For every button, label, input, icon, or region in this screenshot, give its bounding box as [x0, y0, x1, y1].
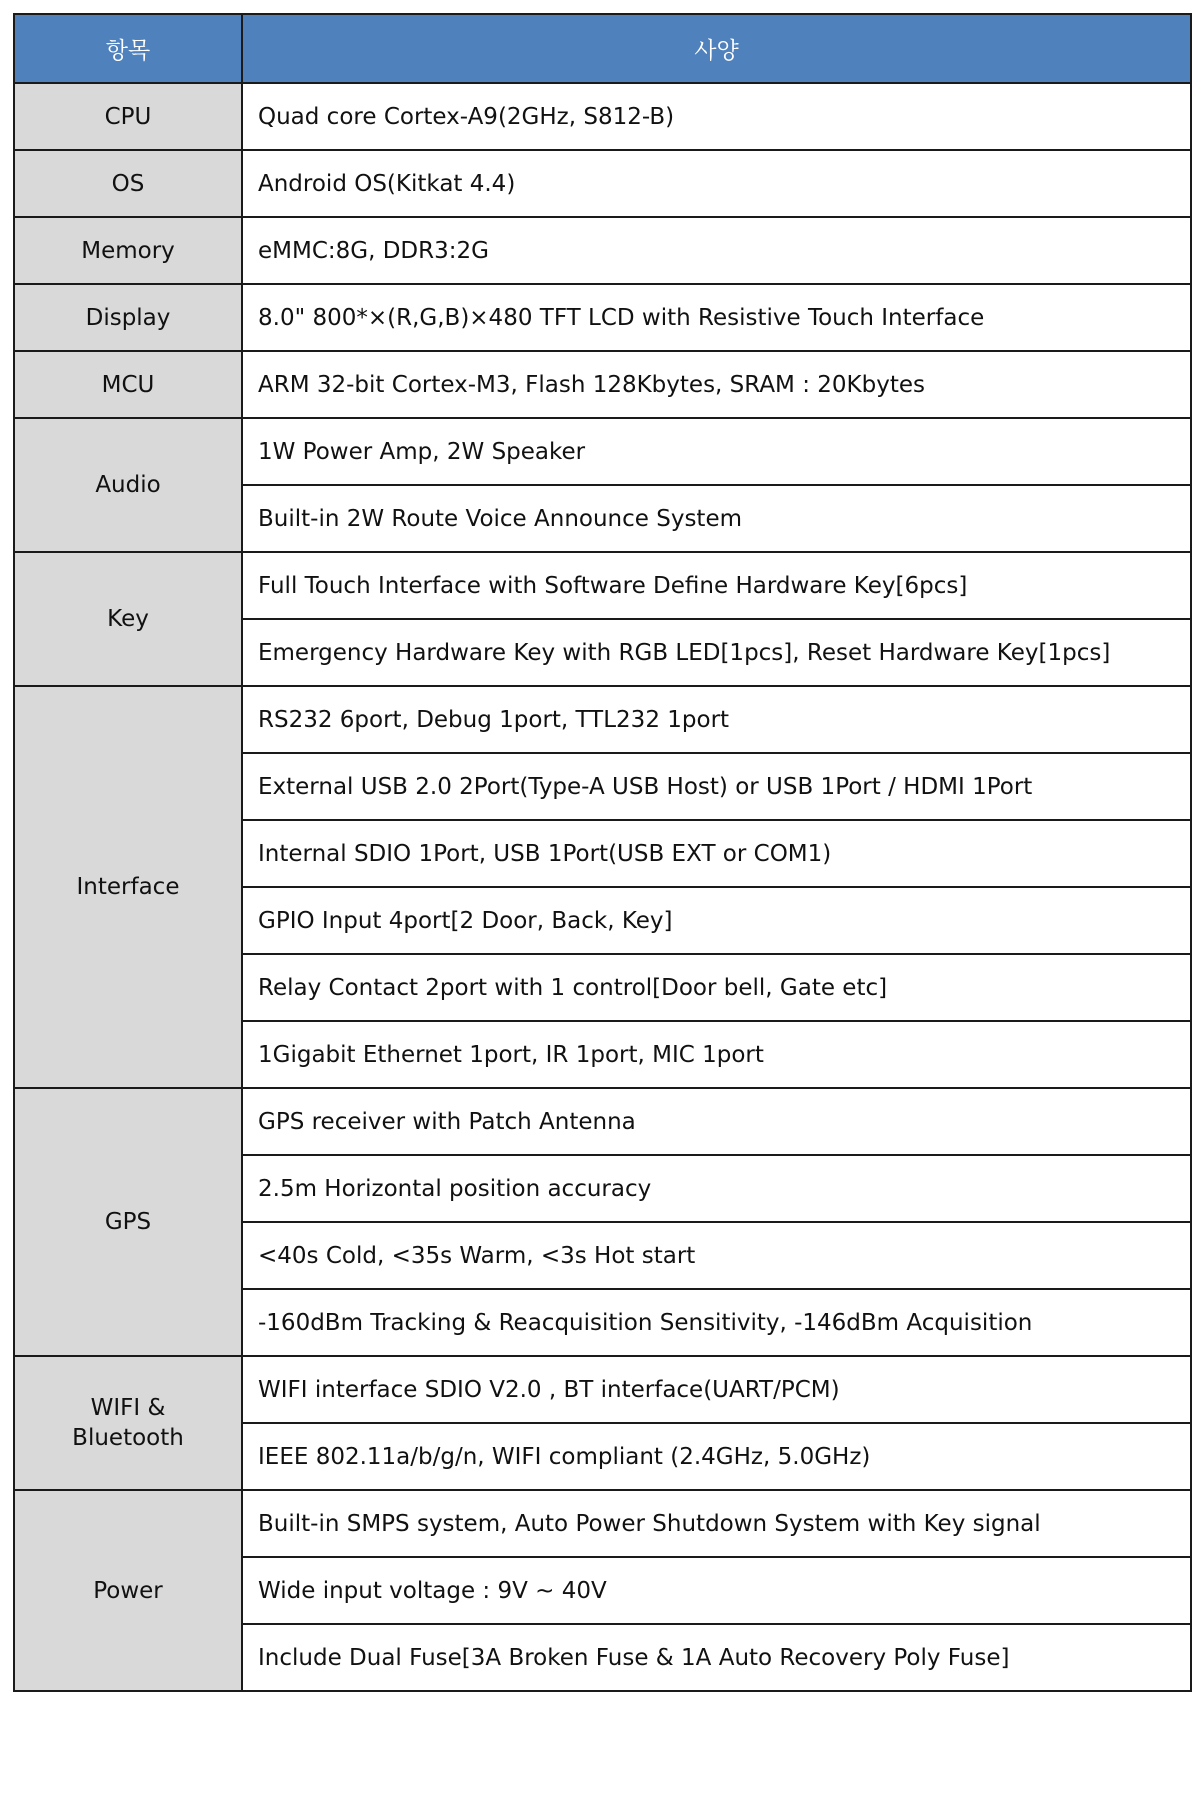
spec-value: Include Dual Fuse[3A Broken Fuse & 1A Auto Recovery Poly Fuse] [242, 1624, 1191, 1691]
spec-value: GPIO Input 4port[2 Door, Back, Key] [242, 887, 1191, 954]
table-row [14, 1490, 1191, 1557]
table-row [14, 418, 1191, 485]
spec-value: Built-in 2W Route Voice Announce System [242, 485, 1191, 552]
spec-value: ARM 32-bit Cortex-M3, Flash 128Kbytes, SRAM : 20Kbytes [242, 351, 1191, 418]
item-label: Memory [14, 217, 242, 284]
spec-value: Relay Contact 2port with 1 control[Door bell, Gate etc] [242, 954, 1191, 1021]
spec-value: 1W Power Amp, 2W Speaker [242, 418, 1191, 485]
spec-table-body [14, 83, 1191, 1691]
spec-value: External USB 2.0 2Port(Type-A USB Host) or USB 1Port / HDMI 1Port [242, 753, 1191, 820]
header-item: 항목 [14, 14, 242, 83]
table-row [14, 552, 1191, 619]
spec-value: 1Gigabit Ethernet 1port, IR 1port, MIC 1port [242, 1021, 1191, 1088]
spec-value: -160dBm Tracking & Reacquisition Sensitivity, -146dBm Acquisition [242, 1289, 1191, 1356]
item-label: Power [14, 1490, 242, 1691]
spec-value: Wide input voltage : 9V ~ 40V [242, 1557, 1191, 1624]
spec-value: IEEE 802.11a/b/g/n, WIFI compliant (2.4GHz, 5.0GHz) [242, 1423, 1191, 1490]
table-row [14, 686, 1191, 753]
table-row [14, 351, 1191, 418]
spec-value: Android OS(Kitkat 4.4) [242, 150, 1191, 217]
spec-value: eMMC:8G, DDR3:2G [242, 217, 1191, 284]
item-label: Interface [14, 686, 242, 1088]
spec-value: GPS receiver with Patch Antenna [242, 1088, 1191, 1155]
item-label: Display [14, 284, 242, 351]
table-row [14, 1356, 1191, 1423]
item-label: Audio [14, 418, 242, 552]
spec-value: Full Touch Interface with Software Define Hardware Key[6pcs] [242, 552, 1191, 619]
spec-value: Built-in SMPS system, Auto Power Shutdown System with Key signal [242, 1490, 1191, 1557]
spec-value: Emergency Hardware Key with RGB LED[1pcs], Reset Hardware Key[1pcs] [242, 619, 1191, 686]
spec-value: Internal SDIO 1Port, USB 1Port(USB EXT or COM1) [242, 820, 1191, 887]
spec-table-header [14, 14, 1191, 83]
spec-value: 8.0" 800*×(R,G,B)×480 TFT LCD with Resistive Touch Interface [242, 284, 1191, 351]
item-label: MCU [14, 351, 242, 418]
spec-value: Quad core Cortex-A9(2GHz, S812-B) [242, 83, 1191, 150]
table-row [14, 217, 1191, 284]
item-label: CPU [14, 83, 242, 150]
spec-value: 2.5m Horizontal position accuracy [242, 1155, 1191, 1222]
table-row [14, 83, 1191, 150]
spec-value: RS232 6port, Debug 1port, TTL232 1port [242, 686, 1191, 753]
spec-value: <40s Cold, <35s Warm, <3s Hot start [242, 1222, 1191, 1289]
spec-table [13, 13, 1192, 1692]
table-row [14, 284, 1191, 351]
spec-value: WIFI interface SDIO V2.0 , BT interface(UART/PCM) [242, 1356, 1191, 1423]
item-label: Key [14, 552, 242, 686]
header-spec: 사양 [242, 14, 1191, 83]
table-row [14, 1088, 1191, 1155]
item-label: GPS [14, 1088, 242, 1356]
header-row [14, 14, 1191, 83]
table-row [14, 150, 1191, 217]
item-label: WIFI & Bluetooth [14, 1356, 242, 1490]
item-label: OS [14, 150, 242, 217]
